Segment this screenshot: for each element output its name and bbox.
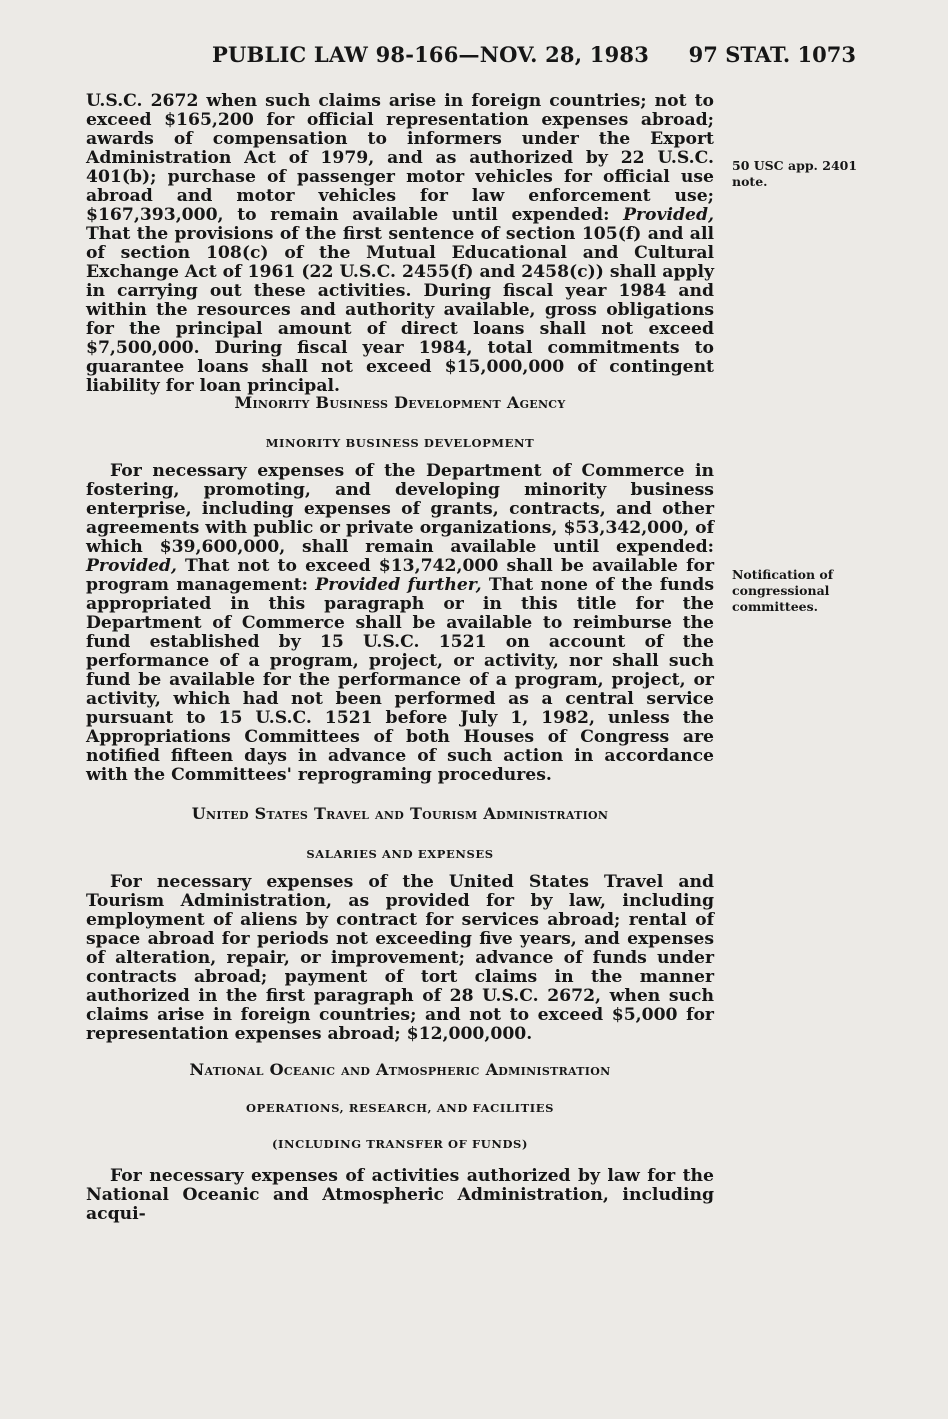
agency-heading-mbda: Minority Business Development Agency: [234, 393, 566, 412]
mbda-text-b: That not to exceed $13,742,000 shall be available for program management:: [86, 556, 714, 595]
agency-heading-noaa: National Oceanic and Atmospheric Administration: [189, 1060, 611, 1079]
mbda-paragraph: [86, 462, 714, 785]
subheading-salaries: SALARIES AND EXPENSES: [306, 847, 494, 861]
ustta-text: For necessary expenses of the United States Travel and Tourism Administration, as provided for by law, including employment of aliens by contract for services abroad; rental of space abroad for periods not exceeding five years, and expenses of alteration, repair, or improvement; advance of funds under contracts abroad; payment of tort claims in the manner authorized in the first paragraph of 28 U.S.C. 2672, when such claims arise in foreign countries; and not to exceed $5,000 for representation expenses abroad; $12,000,000.: [86, 872, 714, 1044]
continuation-text-b: That the provisions of the first sentence of section 105(f) and all of section 108(c) of the Mutual Educational and Cultural Exchange Act of 1961 (22 U.S.C. 2455(f) and 2458(c)) shall apply in carrying out these activities. During fiscal year 1984 and within the resources and authority available, gross obligations for the principal amount of direct loans shall not exceed $7,500,000. During fiscal year 1984, total commitments to guarantee loans shall not exceed $15,000,000 of contingent liability for loan principal.: [86, 224, 714, 396]
subheading-transfer: (INCLUDING TRANSFER OF FUNDS): [271, 1137, 528, 1151]
continuation-text-a: U.S.C. 2672 when such claims arise in foreign countries; not to exceed $165,200 for official representation expenses abroad; awards of compensation to informers under the Export Administration Act of 1979, and as authorized by 22 U.S.C. 401(b); purchase of passenger motor vehicles for official use abroad and motor vehicles for law enforcement use; $167,393,000, to remain available until expended:: [86, 91, 714, 225]
ustta-paragraph: [86, 873, 714, 1044]
mbda-provided-term: Provided,: [86, 556, 177, 576]
noaa-paragraph: [86, 1167, 714, 1224]
mbda-text-a: For necessary expenses of the Department of Commerce in fostering, promoting, and developing minority business enterprise, including expenses of grants, contracts, and other agreements with public or private organizations, $53,342,000, of which $39,600,000, shall remain available until expended:: [86, 461, 714, 557]
mbda-provided-further-term: Provided further,: [315, 575, 482, 595]
noaa-text: For necessary expenses of activities authorized by law for the National Oceanic and Atmospheric Administration, including acqui-: [86, 1166, 714, 1224]
margin-note-notification: Notification of congressional committees.: [732, 567, 834, 614]
subheading-mbd: MINORITY BUSINESS DEVELOPMENT: [265, 436, 535, 450]
page-header-title: PUBLIC LAW 98-166—NOV. 28, 1983: [212, 42, 650, 67]
subheading-operations: OPERATIONS, RESEARCH, AND FACILITIES: [246, 1101, 554, 1115]
page-header-stat: 97 STAT. 1073: [688, 42, 856, 67]
agency-heading-ustta: United States Travel and Tourism Administration: [191, 804, 609, 823]
mbda-text-c: That none of the funds appropriated in this paragraph or in this title for the Department of Commerce shall be available to reimburse the fund established by 15 U.S.C. 1521 on account of the performance of a program, project, or activity, nor shall such fund be available for the performance of a program, project, or activity, which had not been performed as a central service pursuant to 15 U.S.C. 1521 before July 1, 1982, unless the Appropriations Committees of both Houses of Congress are notified fifteen days in advance of such action in accordance with the Committees' reprograming procedures.: [86, 575, 714, 785]
margin-note-usc: 50 USC app. 2401 note.: [732, 158, 858, 189]
provided-term: Provided,: [623, 205, 714, 225]
section-continuation: [86, 92, 714, 396]
